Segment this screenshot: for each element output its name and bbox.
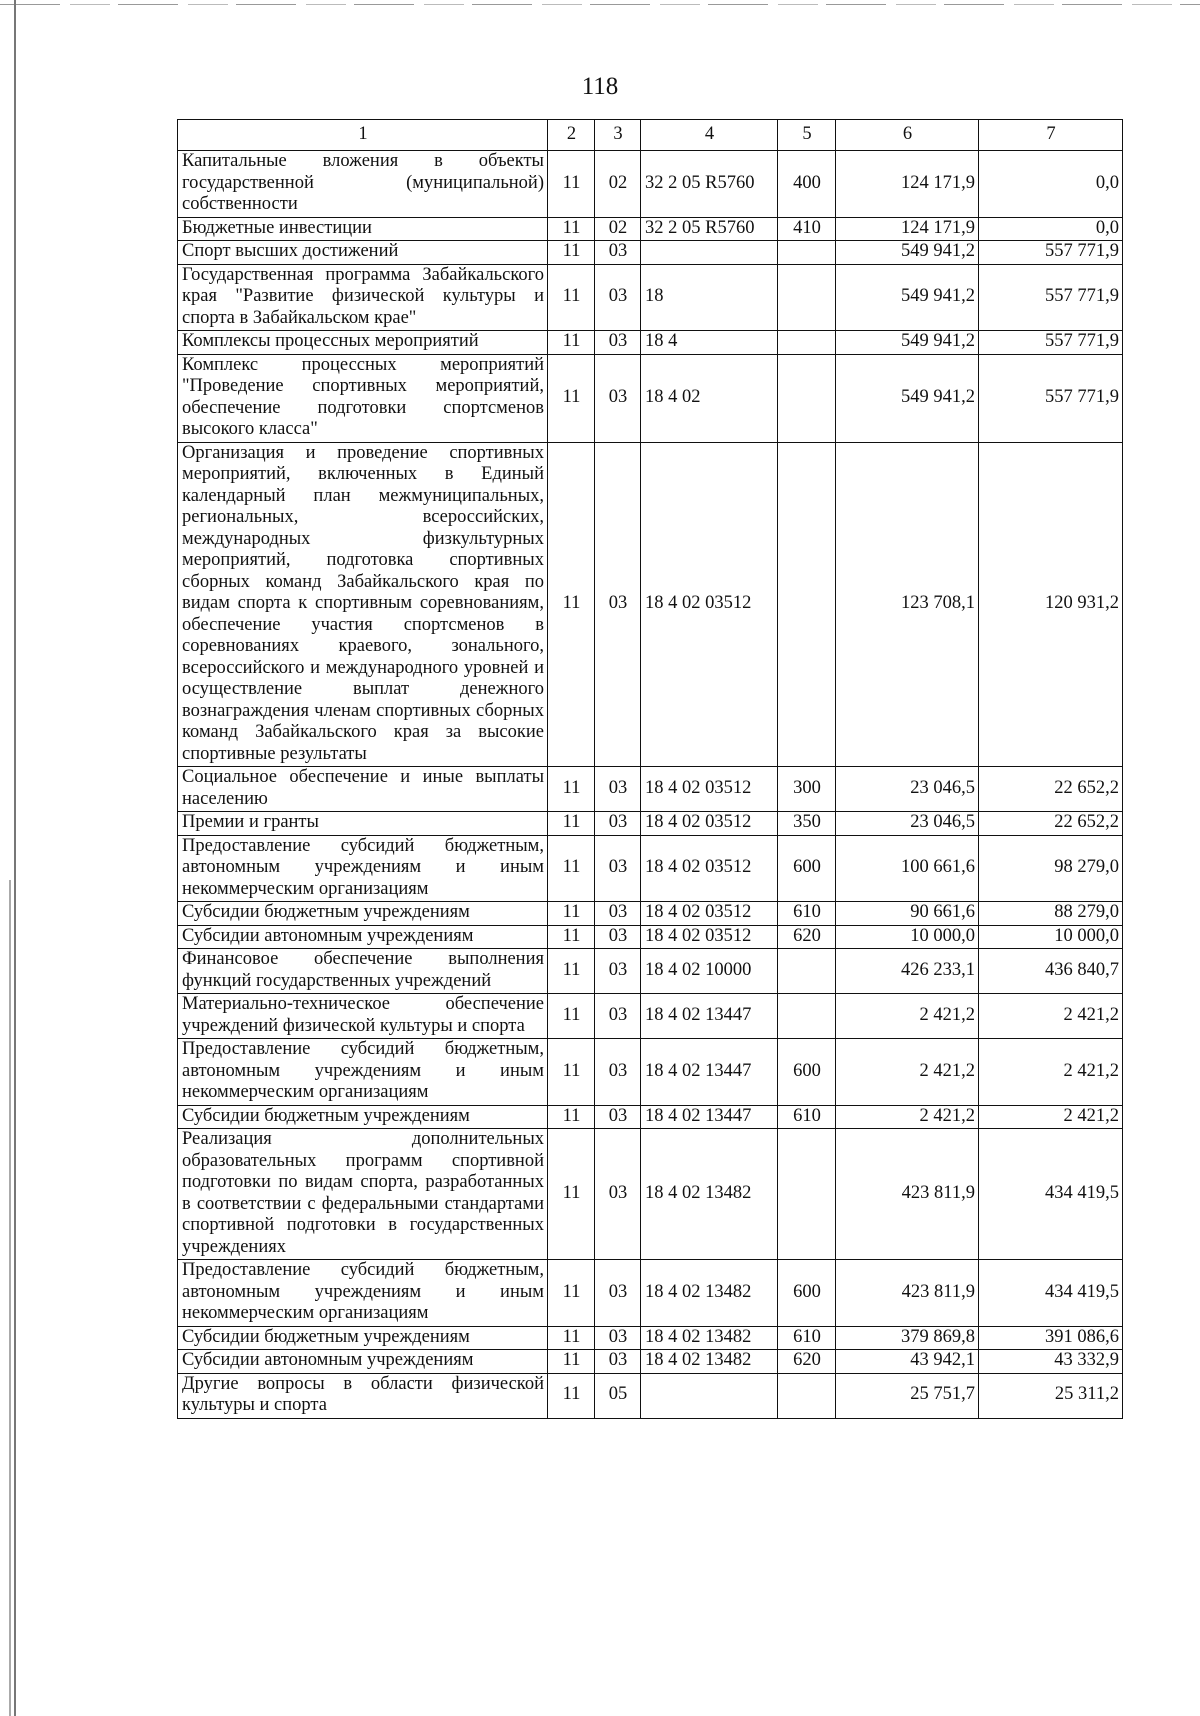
row-expense-type-cell: 350 <box>778 812 836 836</box>
row-section-cell: 11 <box>548 1260 595 1327</box>
table-row <box>178 949 1123 994</box>
row-amount-year1-cell: 25 751,7 <box>836 1373 979 1418</box>
table-row <box>178 1373 1123 1418</box>
row-target-article-cell: 18 4 02 03512 <box>641 442 778 767</box>
row-section-cell: 11 <box>548 331 595 355</box>
row-section-cell: 11 <box>548 949 595 994</box>
row-target-article-cell: 18 4 02 13482 <box>641 1129 778 1260</box>
row-expense-type-cell <box>778 994 836 1039</box>
row-section-cell: 11 <box>548 1105 595 1129</box>
row-target-article-cell: 18 4 02 <box>641 354 778 442</box>
row-amount-year1-cell: 549 941,2 <box>836 264 979 331</box>
row-subsection-cell: 03 <box>595 835 641 902</box>
row-amount-year2-cell: 557 771,9 <box>979 241 1123 265</box>
row-expense-type-cell <box>778 1129 836 1260</box>
row-amount-year2-cell: 557 771,9 <box>979 264 1123 331</box>
row-name-cell: Субсидии автономным учреждениям <box>178 1350 548 1374</box>
row-amount-year1-cell: 23 046,5 <box>836 812 979 836</box>
row-amount-year2-cell: 557 771,9 <box>979 354 1123 442</box>
table-row <box>178 925 1123 949</box>
row-section-cell: 11 <box>548 1373 595 1418</box>
row-amount-year1-cell: 43 942,1 <box>836 1350 979 1374</box>
row-subsection-cell: 03 <box>595 902 641 926</box>
scan-border-left-inner <box>9 880 11 1716</box>
column-header-7: 7 <box>979 120 1123 151</box>
row-amount-year2-cell: 2 421,2 <box>979 1039 1123 1106</box>
row-amount-year2-cell: 2 421,2 <box>979 994 1123 1039</box>
row-amount-year1-cell: 423 811,9 <box>836 1260 979 1327</box>
row-target-article-cell: 18 4 02 03512 <box>641 835 778 902</box>
row-amount-year2-cell: 434 419,5 <box>979 1129 1123 1260</box>
row-section-cell: 11 <box>548 902 595 926</box>
row-expense-type-cell <box>778 949 836 994</box>
row-expense-type-cell: 600 <box>778 1260 836 1327</box>
row-subsection-cell: 03 <box>595 442 641 767</box>
row-amount-year1-cell: 124 171,9 <box>836 217 979 241</box>
table-row <box>178 331 1123 355</box>
row-name-cell: Государственная программа Забайкальского края "Развитие физической культуры и спорта в Забайкальском крае" <box>178 264 548 331</box>
column-header-3: 3 <box>595 120 641 151</box>
table-row <box>178 354 1123 442</box>
row-subsection-cell: 02 <box>595 151 641 218</box>
row-amount-year2-cell: 88 279,0 <box>979 902 1123 926</box>
row-name-cell: Комплексы процессных мероприятий <box>178 331 548 355</box>
row-expense-type-cell <box>778 354 836 442</box>
row-subsection-cell: 03 <box>595 1105 641 1129</box>
row-section-cell: 11 <box>548 1350 595 1374</box>
row-amount-year2-cell: 0,0 <box>979 217 1123 241</box>
table-row <box>178 1326 1123 1350</box>
table-row <box>178 767 1123 812</box>
row-section-cell: 11 <box>548 442 595 767</box>
scan-border-left <box>14 0 16 1716</box>
row-target-article-cell: 18 4 02 13447 <box>641 1105 778 1129</box>
column-header-1: 1 <box>178 120 548 151</box>
row-section-cell: 11 <box>548 217 595 241</box>
table-header-row <box>178 120 1123 151</box>
row-expense-type-cell: 610 <box>778 1105 836 1129</box>
row-expense-type-cell <box>778 442 836 767</box>
row-amount-year1-cell: 2 421,2 <box>836 1105 979 1129</box>
row-amount-year2-cell: 436 840,7 <box>979 949 1123 994</box>
row-subsection-cell: 03 <box>595 1260 641 1327</box>
row-target-article-cell: 18 4 02 13447 <box>641 994 778 1039</box>
row-subsection-cell: 03 <box>595 264 641 331</box>
table-row <box>178 442 1123 767</box>
row-subsection-cell: 03 <box>595 994 641 1039</box>
row-amount-year1-cell: 549 941,2 <box>836 331 979 355</box>
row-expense-type-cell: 610 <box>778 1326 836 1350</box>
table-row <box>178 217 1123 241</box>
table-row <box>178 241 1123 265</box>
row-amount-year1-cell: 2 421,2 <box>836 1039 979 1106</box>
row-section-cell: 11 <box>548 925 595 949</box>
row-expense-type-cell <box>778 1373 836 1418</box>
row-amount-year1-cell: 549 941,2 <box>836 241 979 265</box>
row-section-cell: 11 <box>548 767 595 812</box>
row-amount-year1-cell: 2 421,2 <box>836 994 979 1039</box>
row-amount-year1-cell: 10 000,0 <box>836 925 979 949</box>
row-name-cell: Комплекс процессных мероприятий "Проведение спортивных мероприятий, обеспечение подготовки спортсменов высокого класса" <box>178 354 548 442</box>
row-section-cell: 11 <box>548 1326 595 1350</box>
row-amount-year2-cell: 0,0 <box>979 151 1123 218</box>
row-expense-type-cell: 300 <box>778 767 836 812</box>
row-amount-year2-cell: 2 421,2 <box>979 1105 1123 1129</box>
row-subsection-cell: 03 <box>595 767 641 812</box>
row-section-cell: 11 <box>548 151 595 218</box>
row-subsection-cell: 03 <box>595 925 641 949</box>
row-section-cell: 11 <box>548 241 595 265</box>
page-number: 118 <box>581 73 619 100</box>
row-target-article-cell: 18 4 02 03512 <box>641 812 778 836</box>
table-row <box>178 1260 1123 1327</box>
row-target-article-cell: 18 4 02 03512 <box>641 767 778 812</box>
row-name-cell: Субсидии бюджетным учреждениям <box>178 1105 548 1129</box>
row-amount-year1-cell: 100 661,6 <box>836 835 979 902</box>
row-target-article-cell: 18 4 02 03512 <box>641 925 778 949</box>
column-header-2: 2 <box>548 120 595 151</box>
row-expense-type-cell <box>778 331 836 355</box>
row-expense-type-cell: 620 <box>778 925 836 949</box>
row-target-article-cell: 18 4 02 13482 <box>641 1350 778 1374</box>
row-name-cell: Субсидии бюджетным учреждениям <box>178 902 548 926</box>
row-subsection-cell: 03 <box>595 1129 641 1260</box>
row-subsection-cell: 03 <box>595 241 641 265</box>
row-section-cell: 11 <box>548 1039 595 1106</box>
row-subsection-cell: 03 <box>595 1350 641 1374</box>
row-name-cell: Бюджетные инвестиции <box>178 217 548 241</box>
table-row <box>178 151 1123 218</box>
row-amount-year1-cell: 123 708,1 <box>836 442 979 767</box>
row-name-cell: Предоставление субсидий бюджетным, автономным учреждениям и иным некоммерческим организациям <box>178 835 548 902</box>
row-name-cell: Субсидии бюджетным учреждениям <box>178 1326 548 1350</box>
row-name-cell: Предоставление субсидий бюджетным, автономным учреждениям и иным некоммерческим организациям <box>178 1260 548 1327</box>
row-target-article-cell: 18 4 02 13447 <box>641 1039 778 1106</box>
table-row <box>178 994 1123 1039</box>
row-name-cell: Реализация дополнительных образовательных программ спортивной подготовки по видам спорта, разработанных в соответствии с федеральными стандартами спортивной подготовки в государственных учреждениях <box>178 1129 548 1260</box>
budget-table <box>177 119 1123 1419</box>
row-name-cell: Предоставление субсидий бюджетным, автономным учреждениям и иным некоммерческим организациям <box>178 1039 548 1106</box>
row-amount-year2-cell: 10 000,0 <box>979 925 1123 949</box>
row-amount-year2-cell: 557 771,9 <box>979 331 1123 355</box>
row-expense-type-cell: 610 <box>778 902 836 926</box>
row-section-cell: 11 <box>548 264 595 331</box>
row-name-cell: Другие вопросы в области физической культуры и спорта <box>178 1373 548 1418</box>
row-amount-year2-cell: 98 279,0 <box>979 835 1123 902</box>
row-amount-year1-cell: 549 941,2 <box>836 354 979 442</box>
row-section-cell: 11 <box>548 812 595 836</box>
row-target-article-cell: 18 <box>641 264 778 331</box>
row-amount-year2-cell: 22 652,2 <box>979 812 1123 836</box>
row-target-article-cell <box>641 241 778 265</box>
row-section-cell: 11 <box>548 835 595 902</box>
row-amount-year1-cell: 426 233,1 <box>836 949 979 994</box>
row-name-cell: Субсидии автономным учреждениям <box>178 925 548 949</box>
column-header-5: 5 <box>778 120 836 151</box>
row-name-cell: Спорт высших достижений <box>178 241 548 265</box>
table-row <box>178 1105 1123 1129</box>
row-amount-year2-cell: 43 332,9 <box>979 1350 1123 1374</box>
column-header-4: 4 <box>641 120 778 151</box>
row-amount-year2-cell: 391 086,6 <box>979 1326 1123 1350</box>
row-subsection-cell: 05 <box>595 1373 641 1418</box>
column-header-6: 6 <box>836 120 979 151</box>
table-row <box>178 902 1123 926</box>
row-amount-year1-cell: 423 811,9 <box>836 1129 979 1260</box>
row-name-cell: Финансовое обеспечение выполнения функций государственных учреждений <box>178 949 548 994</box>
table-row <box>178 812 1123 836</box>
row-section-cell: 11 <box>548 1129 595 1260</box>
row-target-article-cell: 18 4 02 10000 <box>641 949 778 994</box>
row-expense-type-cell: 600 <box>778 835 836 902</box>
row-amount-year2-cell: 25 311,2 <box>979 1373 1123 1418</box>
table-body <box>178 120 1123 1419</box>
row-subsection-cell: 03 <box>595 1039 641 1106</box>
table-row <box>178 1129 1123 1260</box>
row-target-article-cell: 18 4 02 03512 <box>641 902 778 926</box>
row-expense-type-cell: 620 <box>778 1350 836 1374</box>
row-name-cell: Премии и гранты <box>178 812 548 836</box>
row-name-cell: Материально-техническое обеспечение учреждений физической культуры и спорта <box>178 994 548 1039</box>
row-expense-type-cell <box>778 264 836 331</box>
row-amount-year2-cell: 434 419,5 <box>979 1260 1123 1327</box>
scan-border-top <box>0 4 1200 5</box>
table-row <box>178 264 1123 331</box>
row-target-article-cell: 32 2 05 R5760 <box>641 151 778 218</box>
row-subsection-cell: 03 <box>595 331 641 355</box>
row-target-article-cell: 32 2 05 R5760 <box>641 217 778 241</box>
row-expense-type-cell: 400 <box>778 151 836 218</box>
row-amount-year1-cell: 23 046,5 <box>836 767 979 812</box>
row-name-cell: Капитальные вложения в объекты государственной (муниципальной) собственности <box>178 151 548 218</box>
row-subsection-cell: 03 <box>595 354 641 442</box>
row-expense-type-cell: 600 <box>778 1039 836 1106</box>
row-amount-year2-cell: 120 931,2 <box>979 442 1123 767</box>
table-row <box>178 1039 1123 1106</box>
row-section-cell: 11 <box>548 994 595 1039</box>
row-section-cell: 11 <box>548 354 595 442</box>
row-amount-year1-cell: 379 869,8 <box>836 1326 979 1350</box>
row-target-article-cell: 18 4 <box>641 331 778 355</box>
row-subsection-cell: 03 <box>595 949 641 994</box>
row-name-cell: Организация и проведение спортивных мероприятий, включенных в Единый календарный план межмуниципальных, региональных, всероссийских, международных физкультурных мероприятий, подготовка спортивных сборных команд Забайкальского края по видам спорта к спортивным соревнованиям, обеспечение участия спортсменов в соревнованиях краевого, зонального, всероссийского и международного уровней и осуществление выплат денежного вознаграждения членам спортивных сборных команд Забайкальского края за высокие спортивные результаты <box>178 442 548 767</box>
row-amount-year1-cell: 124 171,9 <box>836 151 979 218</box>
row-name-cell: Социальное обеспечение и иные выплаты населению <box>178 767 548 812</box>
row-expense-type-cell <box>778 241 836 265</box>
table-row <box>178 1350 1123 1374</box>
row-target-article-cell: 18 4 02 13482 <box>641 1260 778 1327</box>
row-expense-type-cell: 410 <box>778 217 836 241</box>
row-subsection-cell: 02 <box>595 217 641 241</box>
row-subsection-cell: 03 <box>595 812 641 836</box>
row-target-article-cell <box>641 1373 778 1418</box>
row-amount-year2-cell: 22 652,2 <box>979 767 1123 812</box>
row-target-article-cell: 18 4 02 13482 <box>641 1326 778 1350</box>
row-amount-year1-cell: 90 661,6 <box>836 902 979 926</box>
row-subsection-cell: 03 <box>595 1326 641 1350</box>
table-row <box>178 835 1123 902</box>
